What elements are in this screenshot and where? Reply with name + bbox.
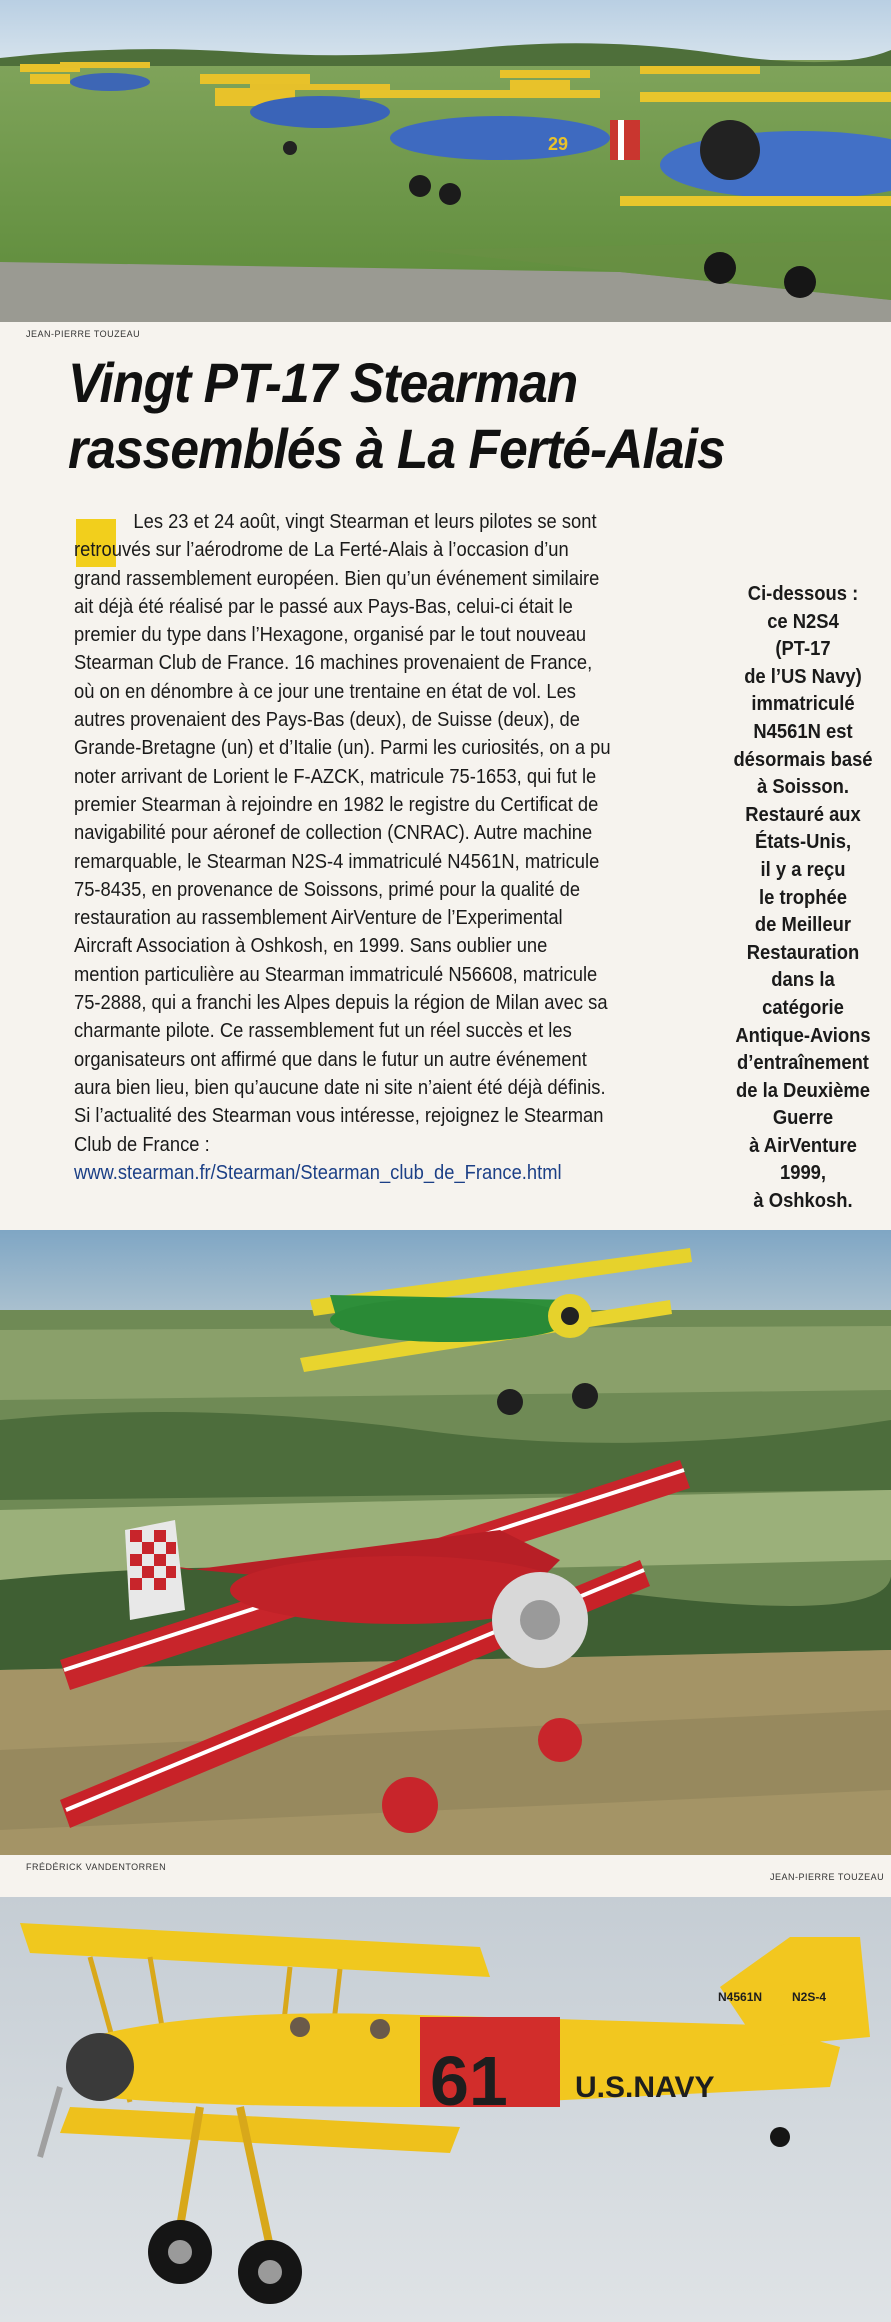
navy-number-61: 61 [430,2042,508,2120]
photo-credit-3: JEAN-PIERRE TOUZEAU [770,1872,885,1882]
article-title [68,350,804,482]
photo-credit-1: JEAN-PIERRE TOUZEAU [26,329,141,339]
navy-type: N2S-4 [792,1990,827,2004]
photo-caption: Ci-dessous : ce N2S4 (PT-17 de l’US Navy) immatriculé N4561N est désormais basé à Soisson. Restauré aux États-Unis, il y a reçu le trophée de Meilleur Restauration dans la catégorie Antique-Avions d’entraînement de la Deuxième Guerre à AirVenture 1999, à Oshkosh. [733,583,873,1213]
article-title-line-2: rassemblés à La Ferté-Alais [68,417,725,480]
plane-number-29: 29 [548,134,569,154]
article-body [74,508,614,1187]
article-title-line-1: Vingt PT-17 Stearman [68,351,578,414]
photo-us-navy-stearman [0,1897,891,2322]
navy-text: U.S.NAVY [575,2071,715,2104]
photo-stearman-lineup [0,0,891,322]
photo-credit-2: FRÉDÉRICK VANDENTORREN [26,1862,167,1872]
photo-stearmans-in-flight [0,1230,891,1855]
article-body-text: Les 23 et 24 août, vingt Stearman et leurs pilotes se sont retrouvés sur l’aérodrome de La Ferté-Alais à l’occasion d’un grand rassemblement européen. Bien qu’un événement similaire ait déjà été réalisé par le passé aux Pays-Bas, celui-ci était le premier du type dans l’Hexagone, organisé par le tout nouveau Stearman Club de France. 16 machines provenaient de France, où on en dénombre à ce jour une trentaine en état de vol. Les autres provenaient des Pays-Bas (deux), de Suisse (deux), de Grande-Bretagne (un) et d’Italie (un). Parmi les curiosités, on a pu noter arrivant de Lorient le F-AZCK, matricule 75-1653, qui fut le premier Stearman à rejoindre en 1982 le registre du Certificat de navigabilité pour aéronef de collection (CNRAC). Autre machine remarquable, le Stearman N2S-4 immatriculé N4561N, matricule 75-8435, en provenance de Soissons, primé pour la qualité de restauration au rassemblement AirVenture de l’Experimental Aircraft Association à Oshkosh, en 1999. Sans oublier une mention particulière au Stearman immatriculé N56608, matricule 75-2888, qui a franchi les Alpes depuis la région de Milan avec sa charmante pilote. Ce rassemblement fut un réel succès et les organisateurs ont affirmé que dans le futur un autre événement aura bien lieu, bien qu’aucune date ni site n’aient été déjà définis. Si l’actualité des Stearman vous intéresse, rejoignez le Stearman Club de France : [74,511,611,1156]
club-url-link[interactable]: www.stearman.fr/Stearman/Stearman_club_de_France.html [74,1161,562,1184]
navy-registration: N4561N [718,1990,763,2004]
